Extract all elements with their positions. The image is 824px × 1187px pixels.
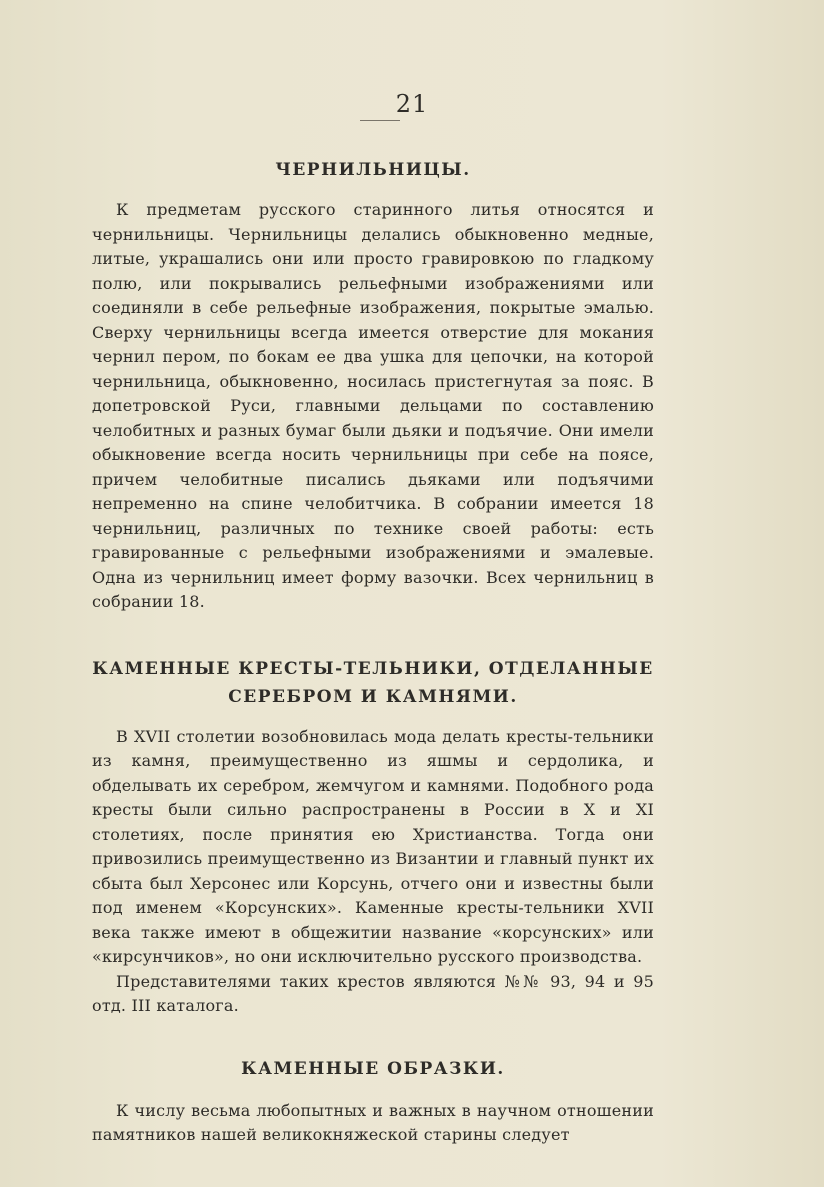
section-stone-crosses <box>92 655 654 1019</box>
paragraph: В XVII столетии возобновилась мода делать кресты-тельники из камня, преимущественно из яшмы и сердолика, и обделывать их серебром, жемчугом и камнями. Подобного рода кресты были сильно распространены в России в X и XI столетиях, после принятия ею Христианства. Тогда они привозились преимущественно из Византии и главный пункт их сбыта был Херсонес или Корсунь, отчего они и известны были под именем «Корсунских». Каменные кресты-тельники XVII века также имеют в общежитии название «корсунских» или «кирсунчиков», но они исключительно русского производства. <box>92 726 654 966</box>
section-heading: КАМЕННЫЕ ОБРАЗКИ. <box>241 1058 505 1079</box>
section-heading: ЧЕРНИЛЬНИЦЫ. <box>275 160 471 180</box>
paragraph: К числу весьма любопытных и важных в научном отношении памятников нашей великокняжеской старины следует <box>92 1100 654 1144</box>
page-content <box>92 150 654 1148</box>
section-heading: КАМЕННЫЕ КРЕСТЫ-ТЕЛЬНИКИ, ОТДЕЛАННЫЕ СЕРЕБРОМ И КАМНЯМИ. <box>92 658 654 707</box>
page-number-rule <box>360 120 400 121</box>
paragraph: Представителями таких крестов являются №№ 93, 94 и 95 отд. III каталога. <box>92 971 654 1015</box>
section-inkwells <box>92 156 654 615</box>
paragraph: К предметам русского старинного литья относятся и чернильницы. Чернильницы делались обыкновенно медные, литые, украшались они или просто гравировкою по гладкому полю, или покрывались рельефными изображениями или соединяли в себе рельефные изображения, покрытые эмалью. Сверху чернильницы всегда имеется отверстие для мокания чернил пером, по бокам ее два ушка для цепочки, на которой чернильница, обыкновенно, носилась пристегнутая за пояс. В допетровской Руси, главными дельцами по составлению челобитных и разных бумаг были дьяки и подъячие. Они имели обыкновение всегда носить чернильницы при себе на поясе, причем челобитные писались дьяками или подъячими непременно на спине челобитчика. В собрании имеется 18 чернильниц, различных по технике своей работы: есть гравированные с рельефными изображениями и эмалевые. Одна из чернильниц имеет форму вазочки. Всех чернильниц в собрании 18. <box>92 200 654 611</box>
section-stone-icons <box>92 1055 654 1148</box>
page-number: 21 <box>395 90 429 118</box>
